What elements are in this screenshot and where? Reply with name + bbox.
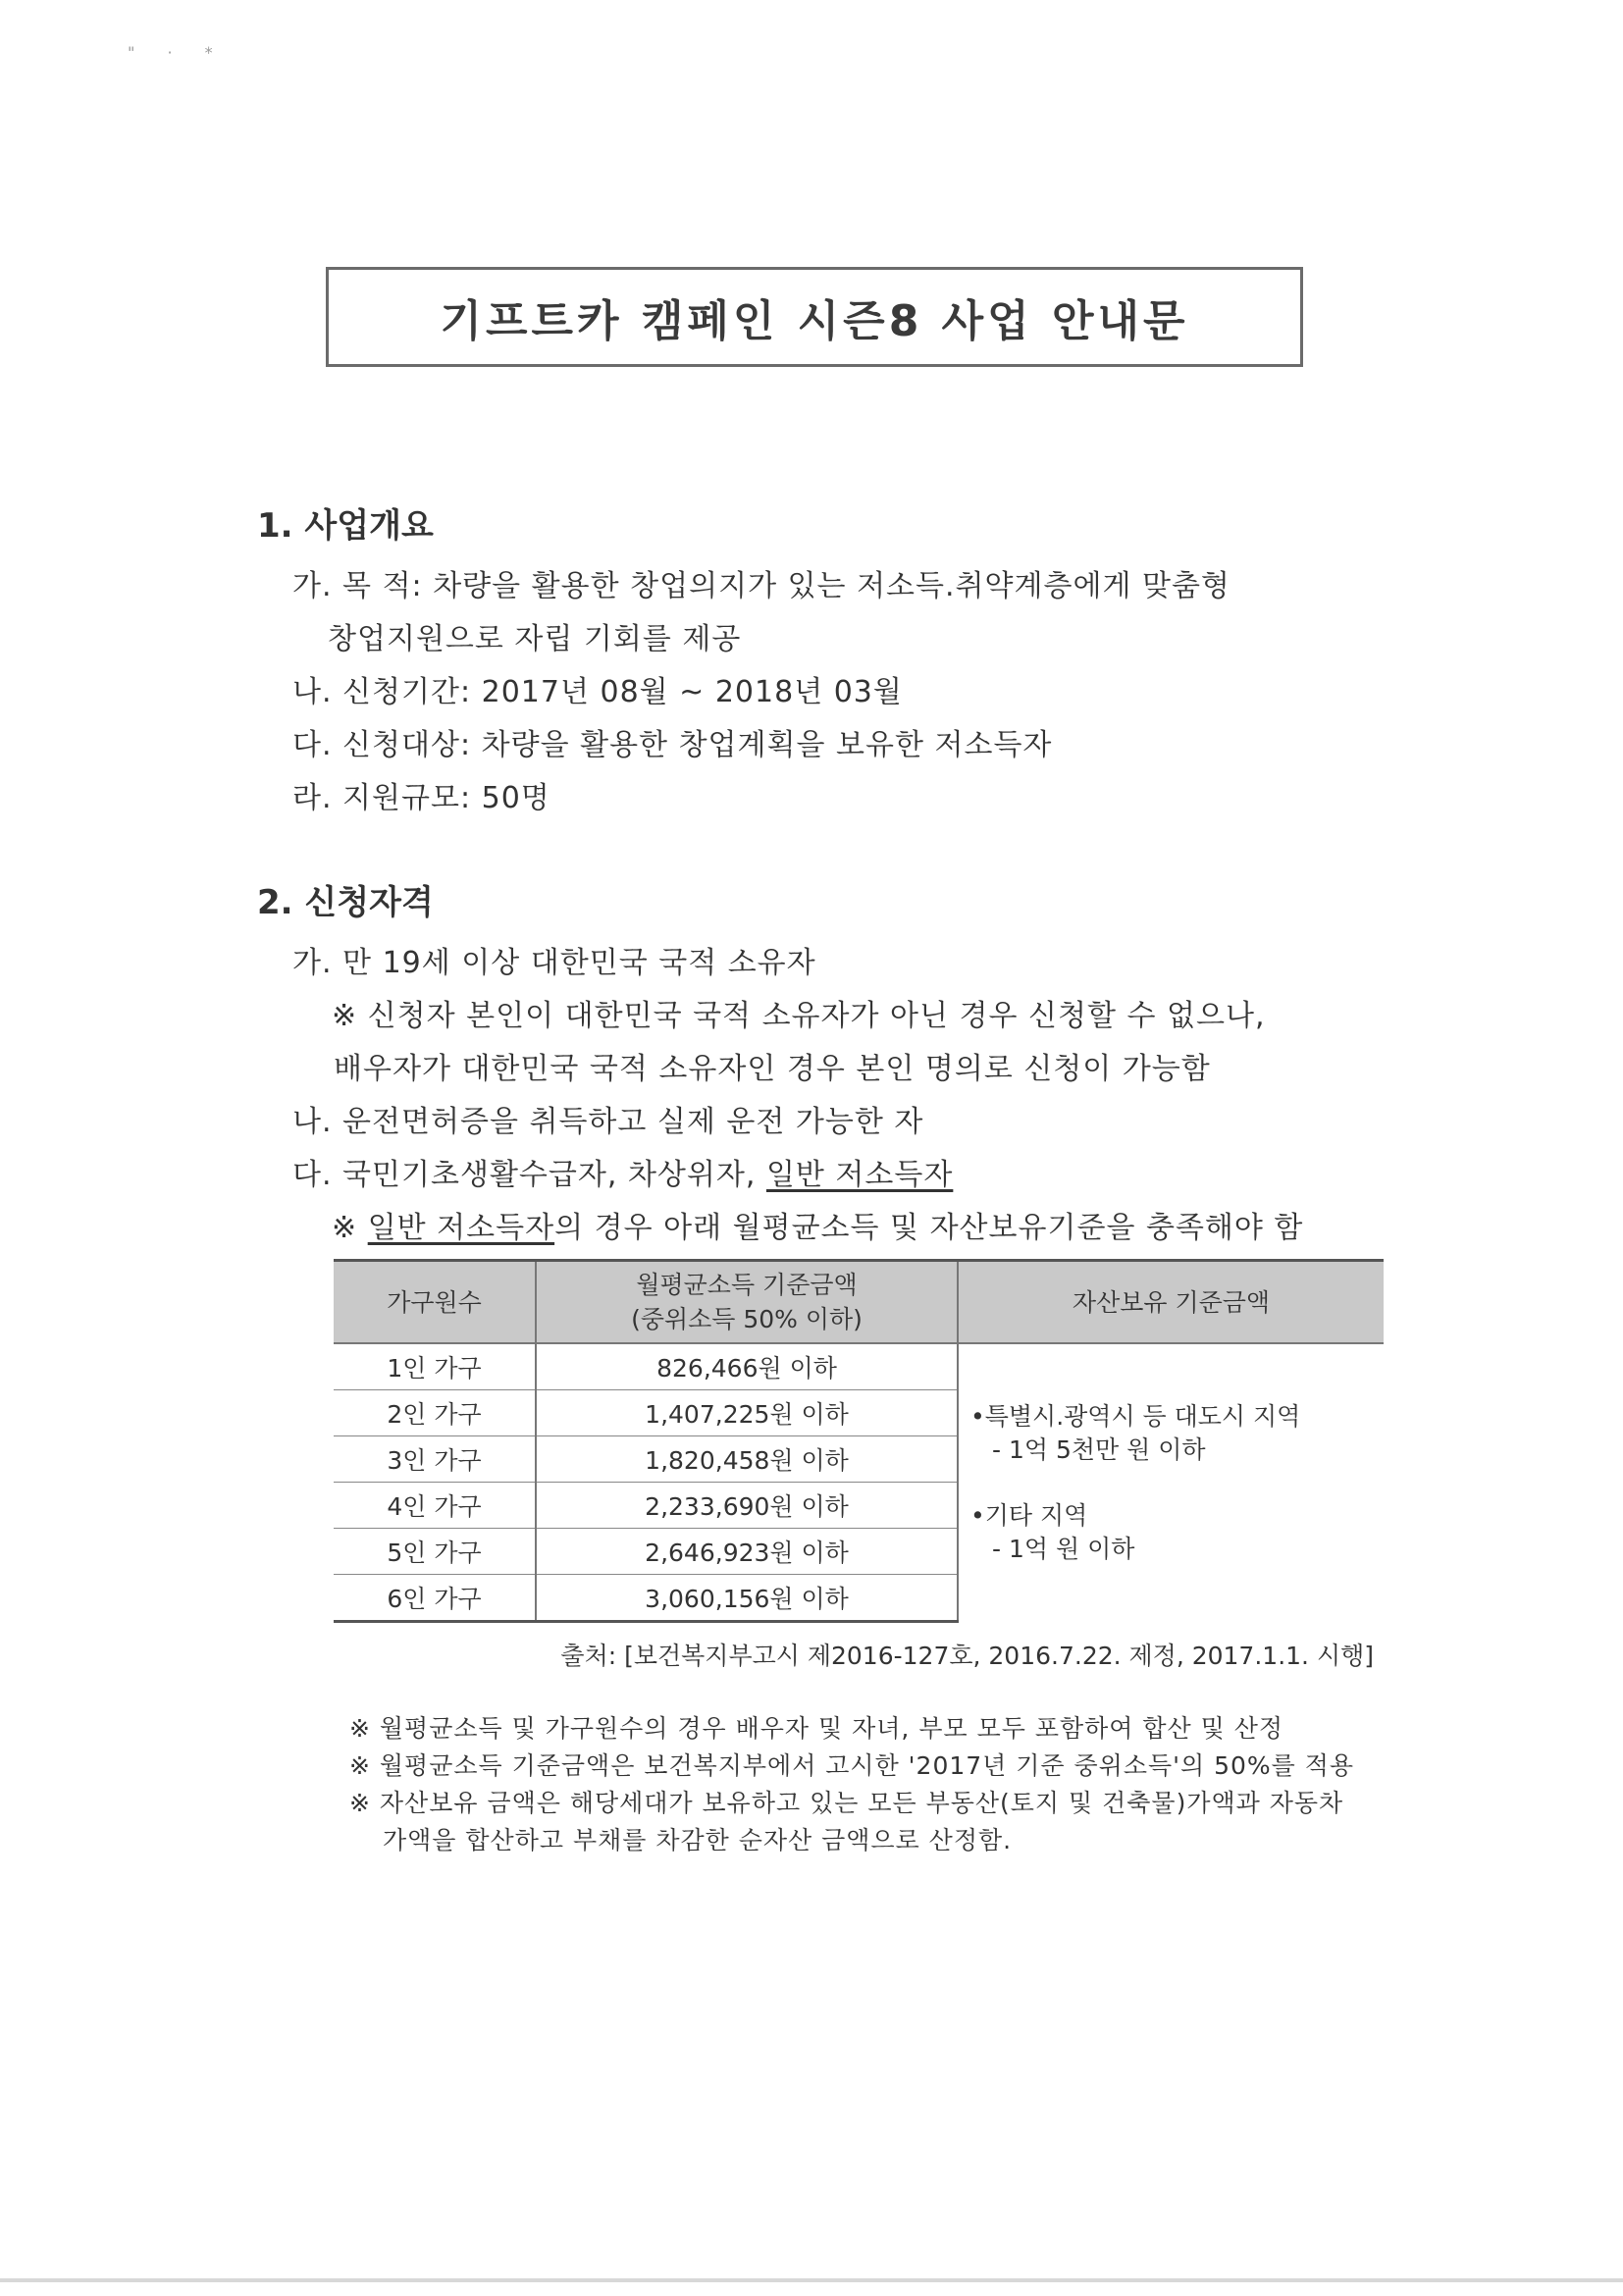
asset-other-label: •기타 지역 bbox=[970, 1501, 1088, 1531]
table-header-row bbox=[334, 1261, 1384, 1344]
footnote-income: ※ 월평균소득 및 가구원수의 경우 배우자 및 자녀, 부모 모두 포함하여 합산 및 산정 bbox=[349, 1714, 1284, 1743]
header-asset: 자산보유 기준금액 bbox=[958, 1261, 1384, 1344]
section2-note-criteria bbox=[332, 1203, 1303, 1246]
household-cell: 3인 가구 bbox=[334, 1436, 536, 1483]
document-title: 기프트카 캠페인 시즌8 사업 안내문 bbox=[440, 296, 1189, 346]
income-cell: 2,233,690원 이하 bbox=[536, 1483, 958, 1529]
asset-metro-value: - 1억 5천만 원 이하 bbox=[992, 1435, 1206, 1464]
criteria-text: 의 경우 아래 월평균소득 및 자산보유기준을 충족해야 함 bbox=[554, 1211, 1304, 1245]
section1-line-target: 다. 신청대상: 차량을 활용한 창업계획을 보유한 저소득자 bbox=[292, 728, 1053, 762]
header-income-line1: 월평균소득 기준금액 bbox=[636, 1271, 858, 1299]
header-income-line2: (중위소득 50% 이하) bbox=[631, 1305, 863, 1333]
income-cell: 2,646,923원 이하 bbox=[536, 1529, 958, 1575]
asset-other-value: - 1억 원 이하 bbox=[992, 1535, 1135, 1563]
section2-heading: 2. 신청자격 bbox=[257, 883, 434, 922]
income-cell: 3,060,156원 이하 bbox=[536, 1575, 958, 1622]
scan-artifact: " · * bbox=[128, 43, 227, 62]
income-criteria-table bbox=[334, 1259, 1384, 1623]
general-low-income-term: 일반 저소득자 bbox=[765, 1158, 954, 1192]
header-income bbox=[536, 1261, 958, 1344]
asset-metro bbox=[970, 1400, 1384, 1467]
household-cell: 6인 가구 bbox=[334, 1575, 536, 1622]
title-box bbox=[326, 267, 1303, 367]
asset-metro-label: •특별시.광역시 등 대도시 지역 bbox=[970, 1401, 1301, 1431]
footnote-median: ※ 월평균소득 기준금액은 보건복지부에서 고시한 '2017년 기준 중위소득'의 50%를 적용 bbox=[349, 1751, 1355, 1780]
section1-line-purpose: 가. 목 적: 차량을 활용한 창업의지가 있는 저소득.취약계층에게 맞춤형 bbox=[292, 569, 1230, 603]
section1-line-scale: 라. 지원규모: 50명 bbox=[292, 781, 550, 815]
header-household: 가구원수 bbox=[334, 1261, 536, 1344]
household-cell: 5인 가구 bbox=[334, 1529, 536, 1575]
footnote-assets: ※ 자산보유 금액은 해당세대가 보유하고 있는 모든 부동산(토지 및 건축물)가액과 자동차 bbox=[349, 1789, 1344, 1817]
note-mark: ※ bbox=[332, 1211, 368, 1245]
general-low-income-term: 일반 저소득자 bbox=[367, 1211, 555, 1245]
section1-line-period: 나. 신청기간: 2017년 08월 ~ 2018년 03월 bbox=[292, 675, 903, 709]
section2-note-spouse: 배우자가 대한민국 국적 소유자인 경우 본인 명의로 신청이 가능함 bbox=[334, 1052, 1211, 1086]
income-cell: 1,820,458원 이하 bbox=[536, 1436, 958, 1483]
income-groups-text: 다. 국민기초생활수급자, 차상위자, bbox=[292, 1158, 766, 1192]
section2-line-license: 나. 운전면허증을 취득하고 실제 운전 가능한 자 bbox=[292, 1105, 924, 1139]
household-cell: 4인 가구 bbox=[334, 1483, 536, 1529]
section2-line-age: 가. 만 19세 이상 대한민국 국적 소유자 bbox=[292, 946, 816, 980]
income-cell: 1,407,225원 이하 bbox=[536, 1390, 958, 1436]
table-source: 출처: [보건복지부고시 제2016-127호, 2016.7.22. 제정, 2017.1.1. 시행] bbox=[560, 1642, 1374, 1670]
asset-criteria-cell bbox=[958, 1343, 1384, 1622]
section2-note-nationality: ※ 신청자 본인이 대한민국 국적 소유자가 아닌 경우 신청할 수 없으나, bbox=[332, 999, 1266, 1033]
section2-line-income-groups bbox=[292, 1150, 953, 1193]
asset-other bbox=[970, 1499, 1384, 1566]
table-row bbox=[334, 1343, 1384, 1390]
footnote-assets-cont: 가액을 합산하고 부채를 차감한 순자산 금액으로 산정함. bbox=[383, 1826, 1013, 1854]
household-cell: 1인 가구 bbox=[334, 1343, 536, 1390]
household-cell: 2인 가구 bbox=[334, 1390, 536, 1436]
income-cell: 826,466원 이하 bbox=[536, 1343, 958, 1390]
section1-heading: 1. 사업개요 bbox=[257, 506, 434, 546]
scan-bottom-edge bbox=[0, 2278, 1623, 2282]
section1-line-purpose-cont: 창업지원으로 자립 기회를 제공 bbox=[328, 622, 742, 656]
